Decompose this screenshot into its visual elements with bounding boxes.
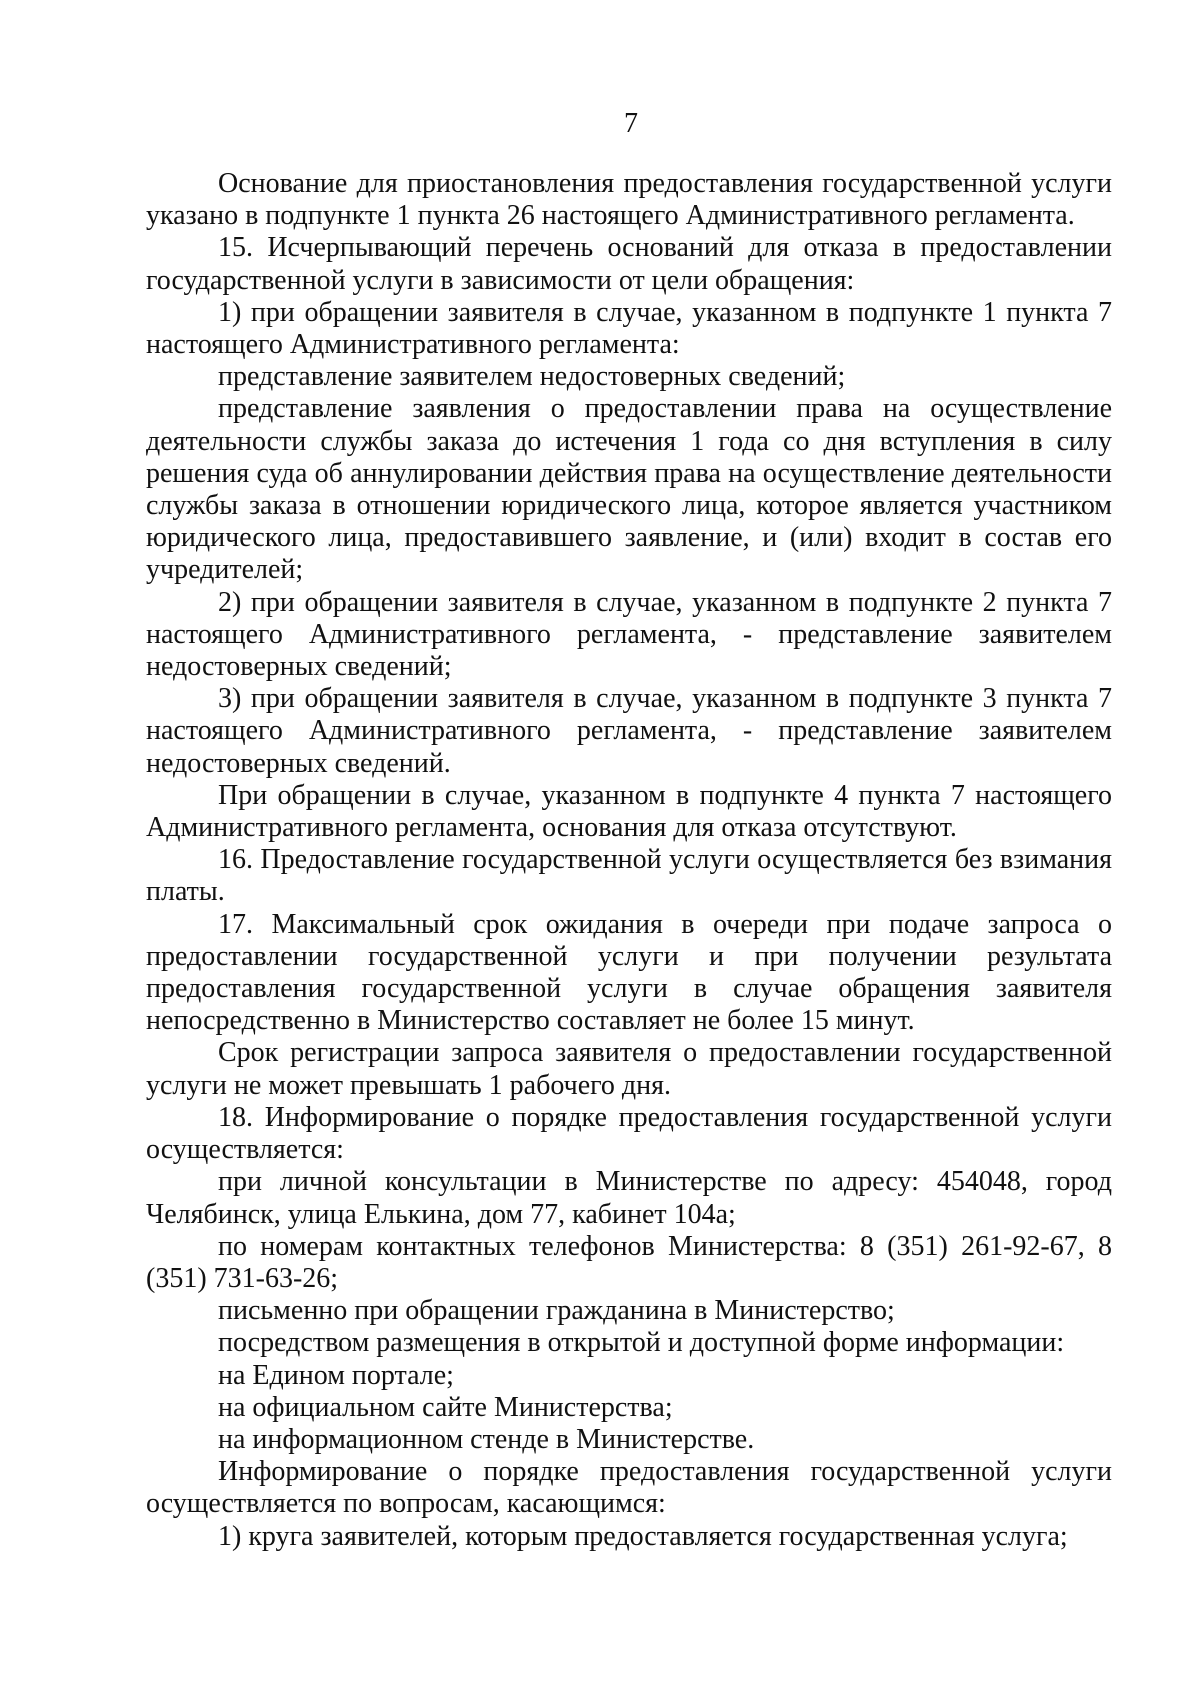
document-body — [146, 168, 1112, 1553]
paragraph: представление заявителем недостоверных сведений; — [218, 361, 846, 393]
paragraph: 1) круга заявителей, которым предоставляется государственная услуга; — [218, 1520, 1068, 1552]
paragraph: по номерам контактных телефонов Министерства: 8 (351) 261-92-67, 8 (351) 731-63-26; — [146, 1230, 1112, 1294]
paragraph: на официальном сайте Министерства; — [218, 1391, 673, 1423]
paragraph: 2) при обращении заявителя в случае, указанном в подпункте 2 пункта 7 настоящего Административного регламента, - представление заявителем недостоверных сведений; — [146, 586, 1112, 683]
paragraph: 16. Предоставление государственной услуги осуществляется без взимания платы. — [146, 844, 1112, 908]
paragraph: 15. Исчерпывающий перечень оснований для отказа в предоставлении государственной услуги в зависимости от цели обращения: — [146, 232, 1112, 296]
paragraph: 17. Максимальный срок ожидания в очереди при подаче запроса о предоставлении государственной услуги и при получении результата предоставления государственной услуги в случае обращения заявителя непосредственно в Министерство составляет не более 15 минут. — [146, 908, 1112, 1037]
paragraph: при личной консультации в Министерстве по адресу: 454048, город Челябинск, улица Елькина, дом 77, кабинет 104а; — [146, 1166, 1112, 1230]
paragraph: Основание для приостановления предоставления государственной услуги указано в подпункте 1 пункта 26 настоящего Административного регламента. — [146, 168, 1112, 232]
paragraph: При обращении в случае, указанном в подпункте 4 пункта 7 настоящего Административного регламента, основания для отказа отсутствуют. — [146, 779, 1112, 844]
paragraph: 18. Информирование о порядке предоставления государственной услуги осуществляется: — [146, 1101, 1112, 1166]
page-number: 7 — [624, 108, 638, 139]
paragraph: Информирование о порядке предоставления государственной услуги осуществляется по вопросам, касающимся: — [146, 1456, 1112, 1520]
paragraph: на информационном стенде в Министерстве. — [218, 1423, 755, 1455]
paragraph: посредством размещения в открытой и доступной форме информации: — [218, 1327, 1065, 1359]
paragraph: письменно при обращении гражданина в Министерство; — [218, 1295, 895, 1327]
paragraph: на Едином портале; — [218, 1359, 454, 1391]
paragraph: Срок регистрации запроса заявителя о предоставлении государственной услуги не может превышать 1 рабочего дня. — [146, 1037, 1112, 1101]
paragraph: 3) при обращении заявителя в случае, указанном в подпункте 3 пункта 7 настоящего Административного регламента, - представление заявителем недостоверных сведений. — [146, 683, 1112, 779]
paragraph: 1) при обращении заявителя в случае, указанном в подпункте 1 пункта 7 настоящего Административного регламента: — [146, 296, 1112, 361]
paragraph: представление заявления о предоставлении права на осуществление деятельности службы заказа до истечения 1 года со дня вступления в силу решения суда об аннулировании действия права на осуществление деятельности службы заказа в отношении юридического лица, которое является участником юридического лица, предоставившего заявление, и (или) входит в состав его учредителей; — [146, 393, 1112, 586]
